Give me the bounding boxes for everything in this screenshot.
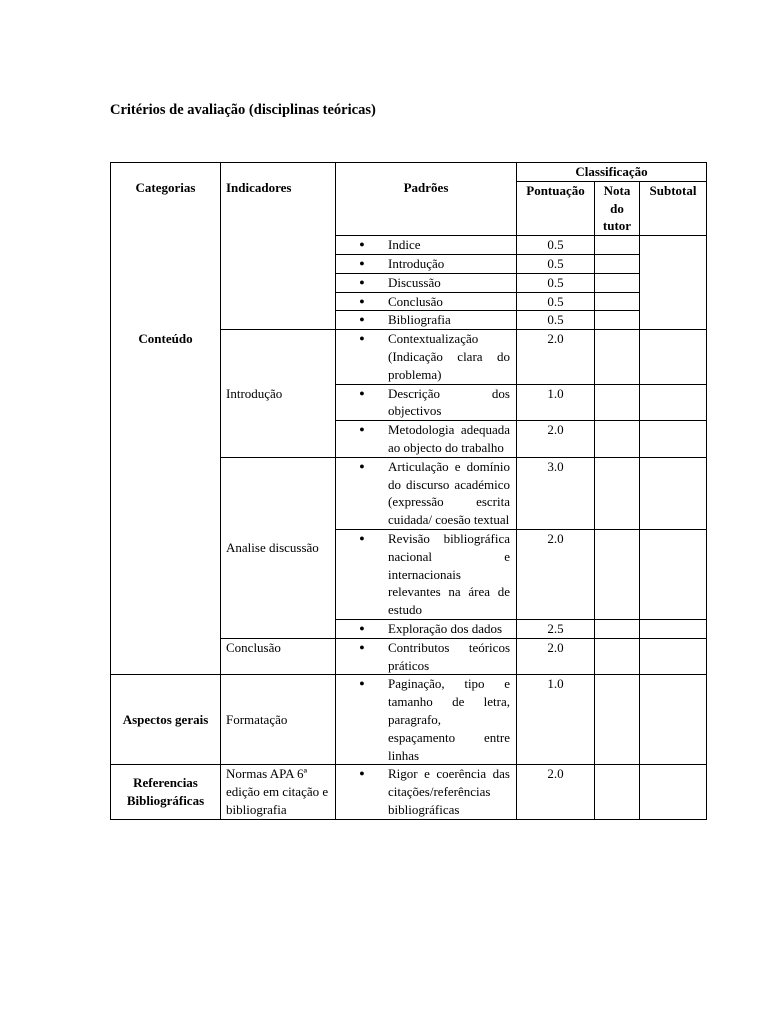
- bullet-icon: ●: [359, 387, 365, 398]
- subtotal-cell: [640, 236, 707, 330]
- tutor-grade-cell: [595, 638, 640, 675]
- standard-cell: [336, 457, 517, 529]
- score-cell: 2.0: [517, 765, 595, 819]
- tutor-grade-cell: [595, 457, 640, 529]
- standard-text: Introdução: [388, 255, 445, 271]
- standard-text: Bibliografia: [388, 312, 451, 328]
- tutor-grade-cell: [595, 765, 640, 819]
- page-title: Critérios de avaliação (disciplinas teóricas): [110, 102, 376, 118]
- bullet-icon: ●: [359, 276, 365, 287]
- bullet-icon: ●: [359, 239, 365, 250]
- standard-cell: [336, 236, 517, 255]
- header-indicadores: Indicadores: [221, 163, 336, 236]
- score-cell: 0.5: [517, 236, 595, 255]
- indicator-conclusao: Conclusão: [221, 638, 336, 675]
- standard-text: Articulação e domínio do discurso académico (expressão escrita cuidada/ coesão textual: [388, 458, 510, 528]
- standard-text: Revisão bibliográfica nacional e internacionais relevantes na área de estudo: [388, 530, 510, 618]
- category-conteudo: Conteúdo: [111, 330, 221, 675]
- score-cell: 0.5: [517, 273, 595, 292]
- score-cell: 2.0: [517, 421, 595, 458]
- header-padroes: Padrões: [336, 163, 517, 236]
- standard-text: Contributos teóricos práticos: [388, 639, 510, 673]
- header-nota-do-tutor: Nota do tutor: [595, 181, 640, 235]
- subtotal-cell: [640, 619, 707, 638]
- criteria-table: [110, 162, 707, 820]
- subtotal-cell: [640, 384, 707, 421]
- bullet-icon: ●: [359, 622, 365, 633]
- standard-text: Rigor e coerência das citações/referências bibliográficas: [388, 766, 510, 817]
- bullet-icon: ●: [359, 424, 365, 435]
- bullet-icon: ●: [359, 257, 365, 268]
- standard-text: Metodologia adequada ao objecto do trabalho: [388, 422, 510, 455]
- subtotal-cell: [640, 765, 707, 819]
- subtotal-cell: [640, 529, 707, 619]
- indicator-analise-discussao: Analise discussão: [221, 457, 336, 638]
- standard-text: Paginação, tipo e tamanho de letra, paragrafo, espaçamento entre linhas: [388, 676, 510, 763]
- tutor-grade-cell: [595, 529, 640, 619]
- header-categorias: Categorias: [111, 163, 221, 236]
- header-classificacao: Classificação: [517, 163, 707, 182]
- tutor-grade-cell: [595, 421, 640, 458]
- score-cell: 0.5: [517, 311, 595, 330]
- subtotal-cell: [640, 330, 707, 384]
- score-cell: 3.0: [517, 457, 595, 529]
- standard-text: Indice: [388, 237, 421, 253]
- standard-text: Exploração dos dados: [388, 620, 503, 636]
- standard-cell: [336, 421, 517, 458]
- header-pontuacao: Pontuação: [517, 181, 595, 235]
- standard-cell: [336, 638, 517, 675]
- indicator-cell-blank: [221, 236, 336, 330]
- standard-cell: [336, 384, 517, 421]
- tutor-grade-cell: [595, 273, 640, 292]
- standard-cell: [336, 619, 517, 638]
- category-aspectos-gerais: Aspectos gerais: [111, 675, 221, 765]
- indicator-introducao: Introdução: [221, 330, 336, 458]
- bullet-icon: ●: [359, 333, 365, 344]
- subtotal-cell: [640, 675, 707, 765]
- score-cell: 2.0: [517, 638, 595, 675]
- tutor-grade-cell: [595, 292, 640, 311]
- bullet-icon: ●: [359, 295, 365, 306]
- standard-text: Contextualização (Indicação clara do problema): [388, 331, 510, 382]
- score-cell: 1.0: [517, 675, 595, 765]
- bullet-icon: ●: [359, 532, 365, 543]
- tutor-grade-cell: [595, 384, 640, 421]
- tutor-grade-cell: [595, 675, 640, 765]
- bullet-icon: ●: [359, 314, 365, 325]
- tutor-grade-cell: [595, 236, 640, 255]
- subtotal-cell: [640, 638, 707, 675]
- standard-text: Discussão: [388, 274, 441, 290]
- header-subtotal: Subtotal: [640, 181, 707, 235]
- subtotal-cell: [640, 421, 707, 458]
- score-cell: 0.5: [517, 292, 595, 311]
- standard-text: Descrição dos objectivos: [388, 385, 510, 419]
- score-cell: 2.0: [517, 330, 595, 384]
- category-referencias: Referencias Bibliográficas: [111, 765, 221, 819]
- category-cell-blank: [111, 236, 221, 330]
- standard-cell: [336, 273, 517, 292]
- bullet-icon: ●: [359, 641, 365, 652]
- score-cell: 1.0: [517, 384, 595, 421]
- standard-cell: [336, 675, 517, 765]
- standard-cell: [336, 292, 517, 311]
- tutor-grade-cell: [595, 330, 640, 384]
- bullet-icon: ●: [359, 460, 365, 471]
- indicator-formatacao: Formatação: [221, 675, 336, 765]
- bullet-icon: ●: [359, 678, 365, 689]
- bullet-icon: ●: [359, 768, 365, 779]
- score-cell: 0.5: [517, 254, 595, 273]
- subtotal-cell: [640, 457, 707, 529]
- tutor-grade-cell: [595, 311, 640, 330]
- standard-cell: [336, 311, 517, 330]
- tutor-grade-cell: [595, 254, 640, 273]
- score-cell: 2.5: [517, 619, 595, 638]
- standard-cell: [336, 529, 517, 619]
- standard-cell: [336, 765, 517, 819]
- score-cell: 2.0: [517, 529, 595, 619]
- tutor-grade-cell: [595, 619, 640, 638]
- standard-text: Conclusão: [388, 293, 443, 309]
- standard-cell: [336, 254, 517, 273]
- indicator-normas-apa: Normas APA 6ª edição em citação e bibliografia: [221, 765, 336, 819]
- standard-cell: [336, 330, 517, 384]
